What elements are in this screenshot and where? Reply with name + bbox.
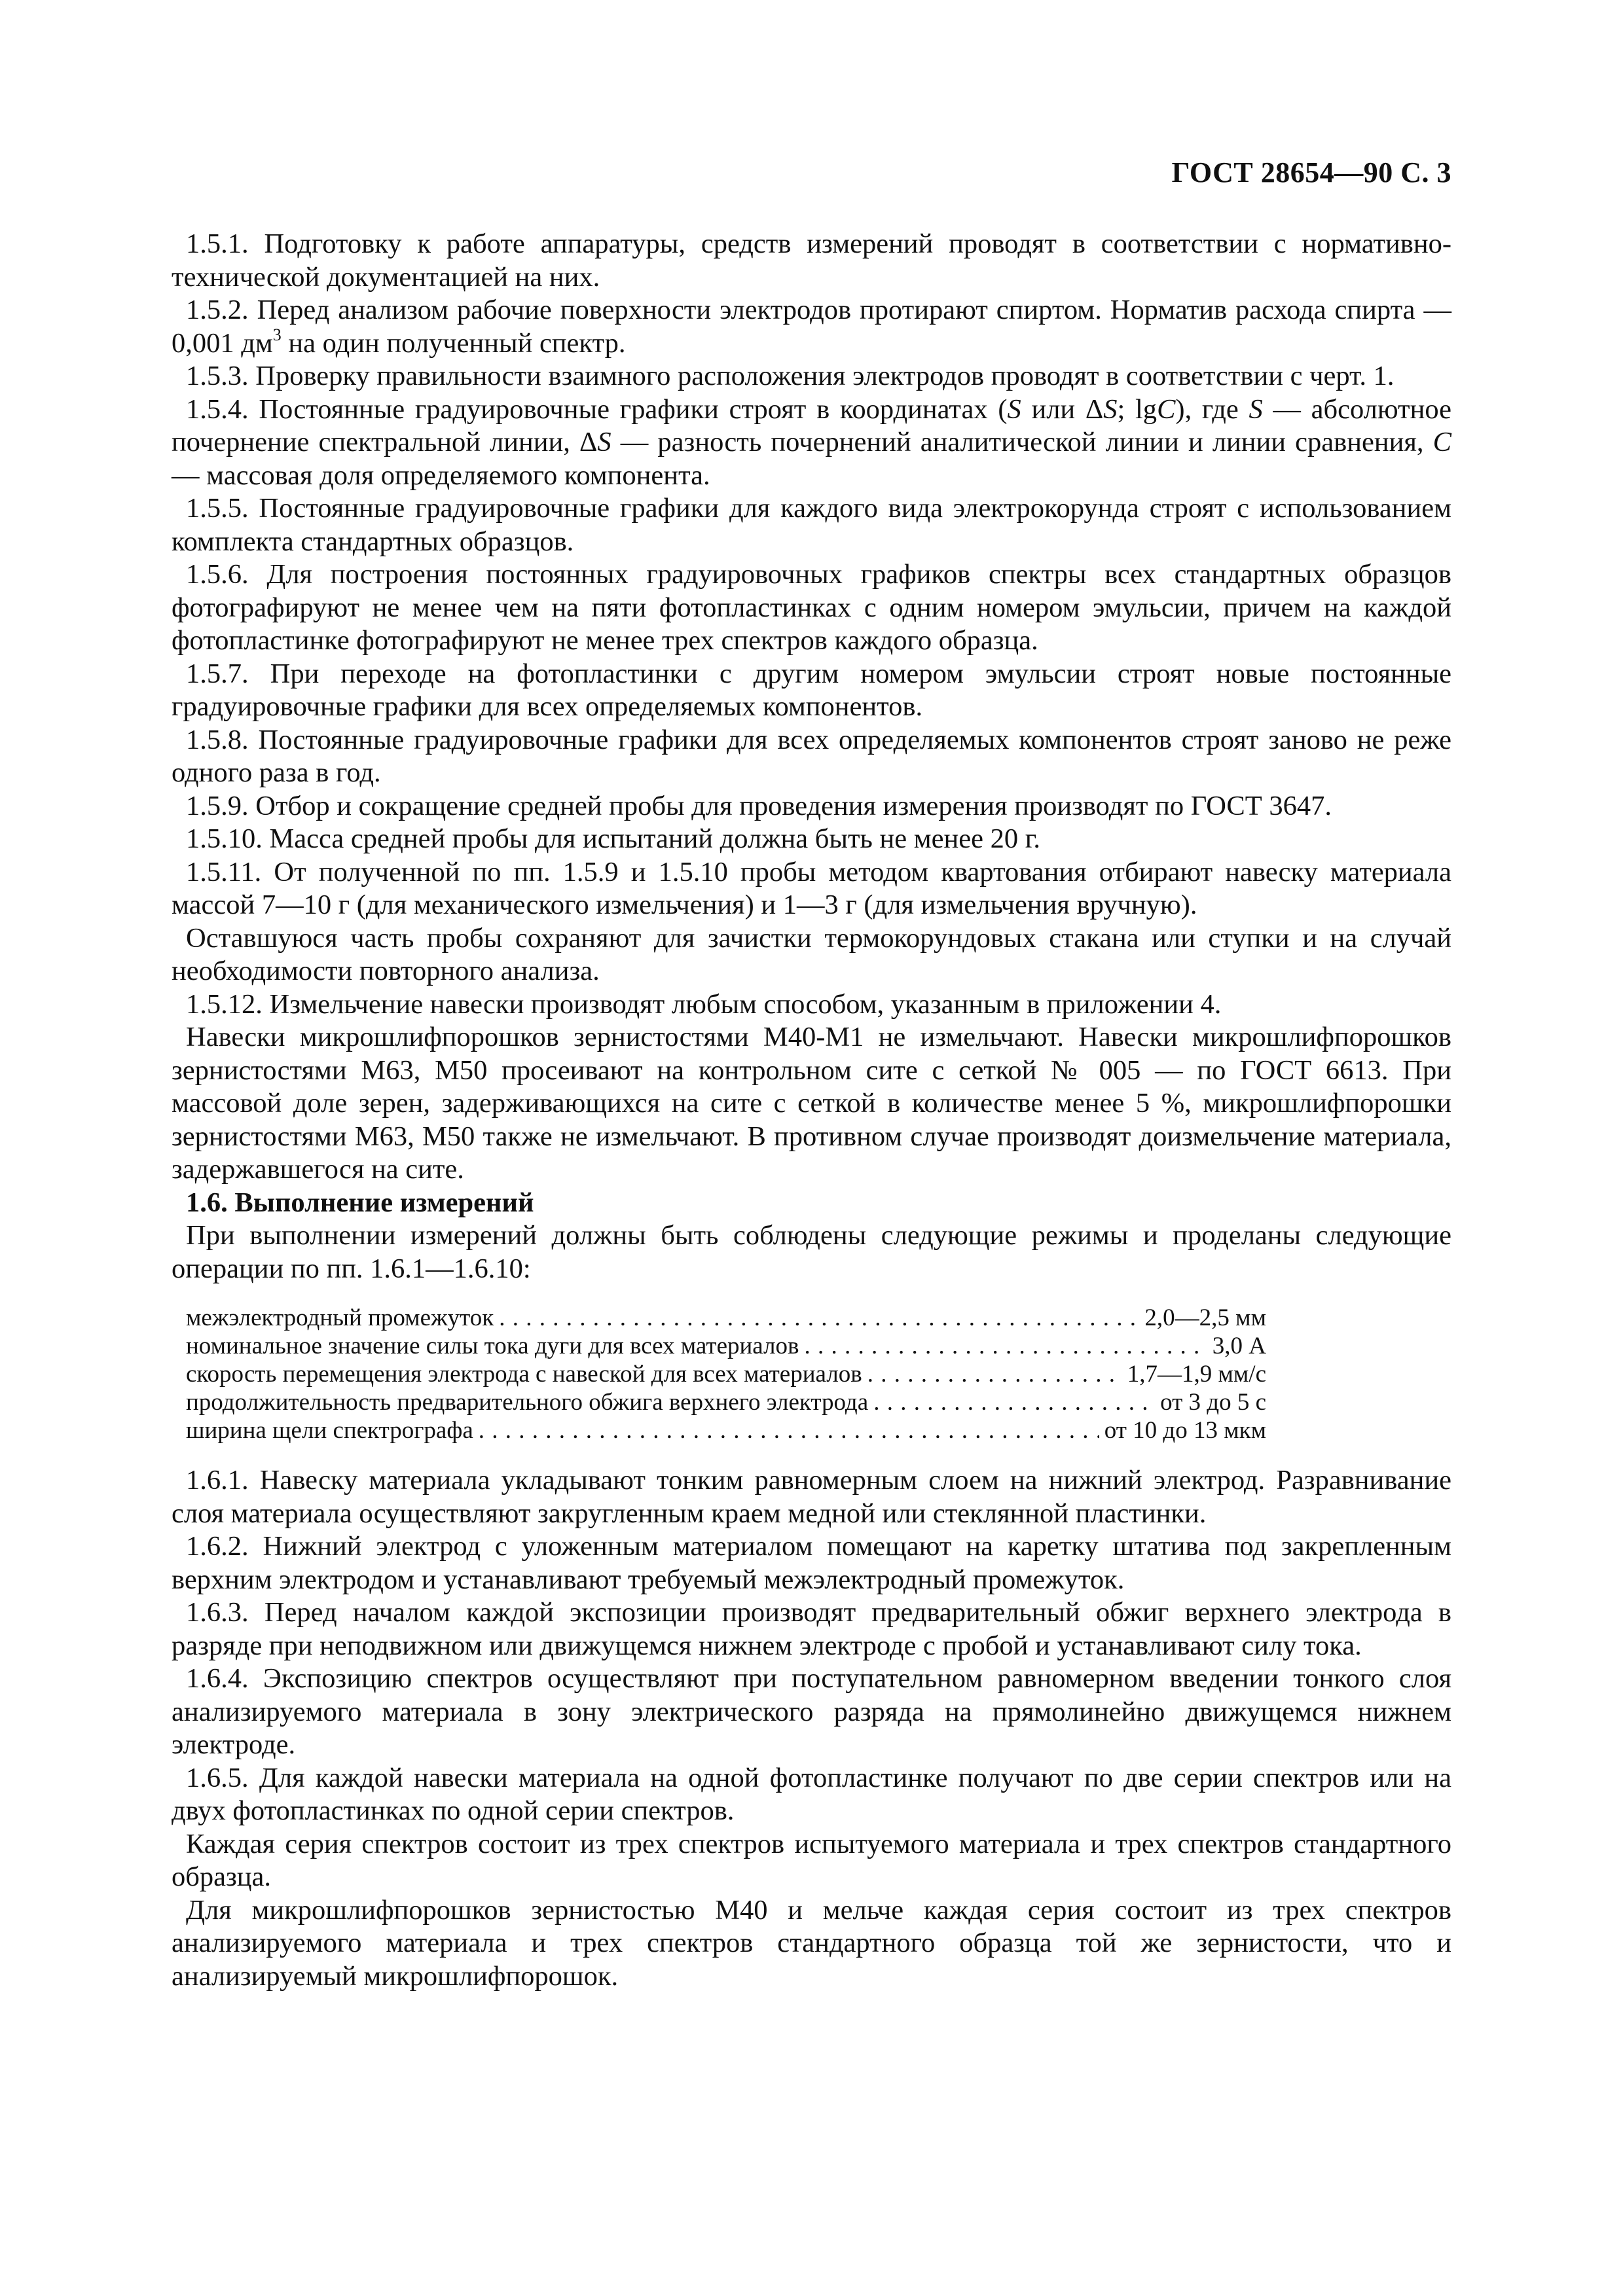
paragraph-1-5-10: 1.5.10. Масса средней пробы для испытаний должна быть не менее 20 г. [186, 823, 1041, 854]
parameter-label: межэлектродный промежуток [186, 1304, 494, 1331]
p154-text-a: 1.5.4. Постоянные градуировочные графики строят в координатах ( [186, 393, 1008, 425]
unit-superscript: 3 [272, 325, 282, 344]
paragraph-1-6-1: 1.6.1. Навеску материала укладывают тонким равномерным слоем на нижний электрод. Разравнивание слоя материала осуществляют закругленным краем медной или стеклянной пластинки. [172, 1465, 1451, 1529]
symbol-s: S [1249, 393, 1263, 425]
parameter-value: 2,0—2,5 мм [1144, 1304, 1266, 1331]
p154-text-d: ), где [1175, 393, 1249, 425]
p154-text-c: ; lg [1117, 393, 1158, 425]
paragraph-remaining-sample: Оставшуюся часть пробы сохраняют для зачистки термокорундовых стакана или ступки и на случай необходимости повторного анализа. [172, 922, 1451, 986]
paragraph-1-5-2 [172, 294, 1451, 360]
paragraph-1-5-11: 1.5.11. От полученной по пп. 1.5.9 и 1.5.10 пробы методом квартования отбирают навеску материала массой 7—10 г (для механического измельчения) и 1—3 г (для измельчения вручную). [172, 856, 1451, 920]
paragraph-m40-series: Для микрошлифпорошков зернистостью М40 и мельче каждая серия состоит из трех спектров анализируемого материала и трех спектров стандартного образца той же зернистости, что и анализируемый микрошлифпорошок. [172, 1894, 1451, 1992]
dot-leader [804, 1332, 1207, 1360]
dot-leader [867, 1360, 1122, 1388]
paragraph-1-6-4: 1.6.4. Экспозицию спектров осуществляют при поступательном равномерном введении тонкого слоя анализируемого материала в зону электрического разряда на прямолинейно движущемся нижнем электроде. [172, 1663, 1451, 1760]
p154-text-g: — массовая доля определяемого компонента. [172, 459, 710, 491]
paragraph-micropowders: Навески микрошлифпорошков зернистостями М40-М1 не измельчают. Навески микрошлифпорошков зернистостями М63, М50 просеивают на контрольном сите с сеткой № 005 — по ГОСТ 6613. При массовой доле зерен, задерживающихся на сите с сеткой в количестве менее 5 %, микрошлифпорошки зернистостями М63, М50 также не измельчают. В противном случае производят доизмельчение материала, задержавшегося на сите. [172, 1022, 1451, 1185]
paragraph-1-6-3: 1.6.3. Перед началом каждой экспозиции производят предварительный обжиг верхнего электрода в разряде при неподвижном или движущемся нижнем электроде с пробой и устанавливают силу тока. [172, 1597, 1451, 1661]
parameter-label: ширина щели спектрографа [186, 1417, 473, 1444]
parameter-label: скорость перемещения электрода с навеской для всех материалов [186, 1361, 862, 1388]
paragraph-series-composition: Каждая серия спектров состоит из трех спектров испытуемого материала и трех спектров стандартного образца. [172, 1828, 1451, 1892]
p154-text-e: — абсолютное почернение спектральной линии, Δ [172, 393, 1452, 457]
page-header: ГОСТ 28654—90 С. 3 [1171, 156, 1451, 188]
p154-text-b: или Δ [1021, 393, 1104, 425]
symbol-s: S [1103, 393, 1118, 425]
parameter-value: 3,0 А [1212, 1333, 1266, 1359]
section-1-6-intro: При выполнении измерений должны быть соблюдены следующие режимы и проделаны следующие операции по пп. 1.6.1—1.6.10: [172, 1220, 1451, 1284]
paragraph-1-5-12: 1.5.12. Измельчение навески производят любым способом, указанным в приложении 4. [186, 988, 1222, 1020]
symbol-c: C [1432, 427, 1451, 457]
paragraph-1-6-5: 1.6.5. Для каждой навески материала на одной фотопластинке получают по две серии спектров или на двух фотопластинках по одной серии спектров. [172, 1762, 1451, 1826]
paragraph-1-5-5: 1.5.5. Постоянные градуировочные графики для каждого вида электрокорунда строят с использованием комплекта стандартных образцов. [172, 493, 1451, 557]
section-heading-1-6: 1.6. Выполнение измерений [186, 1187, 534, 1218]
paragraph-1-5-7: 1.5.7. При переходе на фотопластинки с другим номером эмульсии строят новые постоянные градуировочные графики для всех определяемых компонентов. [172, 658, 1451, 722]
dot-leader [873, 1388, 1155, 1416]
dot-leader [479, 1416, 1099, 1444]
paragraph-1-5-9: 1.5.9. Отбор и сокращение средней пробы для проведения измерения производят по ГОСТ 3647. [186, 790, 1332, 821]
parameter-list [186, 1304, 1266, 1444]
symbol-c: C [1157, 393, 1176, 425]
paragraph-1-5-1: 1.5.1. Подготовку к работе аппаратуры, средств измерений проводят в соответствии с нормативно-технической документацией на них. [172, 228, 1451, 293]
paragraph-1-5-2-tail: на один полученный спектр. [281, 327, 626, 359]
parameter-value: от 3 до 5 с [1160, 1389, 1266, 1416]
parameter-value: 1,7—1,9 мм/с [1127, 1361, 1266, 1388]
document-body [172, 228, 1451, 1993]
paragraph-1-6-2: 1.6.2. Нижний электрод с уложенным материалом помещают на каретку штатива под закрепленным верхним электродом и устанавливают требуемый межэлектродный промежуток. [172, 1531, 1451, 1595]
parameter-row [186, 1388, 1266, 1416]
paragraph-1-5-2-text: 1.5.2. Перед анализом рабочие поверхности электродов протирают спиртом. Норматив расхода спирта — 0,001 дм [172, 295, 1451, 359]
paragraph-1-5-6: 1.5.6. Для построения постоянных градуировочных графиков спектры всех стандартных образцов фотографируют не менее чем на пяти фотопластинках с одним номером эмульсии, причем на каждой фотопластинке фотографируют не менее трех спектров каждого образца. [172, 559, 1451, 656]
paragraph-1-5-4 [172, 393, 1451, 493]
paragraph-1-5-8: 1.5.8. Постоянные градуировочные графики для всех определяемых компонентов строят заново не реже одного раза в год. [172, 724, 1451, 788]
parameter-row [186, 1416, 1266, 1444]
p154-text-f: — разность почернений аналитической линии и линии сравнения, [611, 427, 1433, 457]
parameter-label: продолжительность предварительного обжига верхнего электрода [186, 1389, 869, 1416]
parameter-label: номинальное значение силы тока дуги для всех материалов [186, 1333, 799, 1359]
symbol-s: S [597, 427, 611, 457]
parameter-row [186, 1304, 1266, 1332]
symbol-s: S [1007, 393, 1021, 425]
paragraph-1-5-3: 1.5.3. Проверку правильности взаимного расположения электродов проводят в соответствии с черт. 1. [186, 361, 1395, 391]
parameter-row [186, 1332, 1266, 1360]
parameter-row [186, 1360, 1266, 1388]
parameter-value: от 10 до 13 мкм [1104, 1417, 1266, 1444]
dot-leader [499, 1304, 1139, 1332]
